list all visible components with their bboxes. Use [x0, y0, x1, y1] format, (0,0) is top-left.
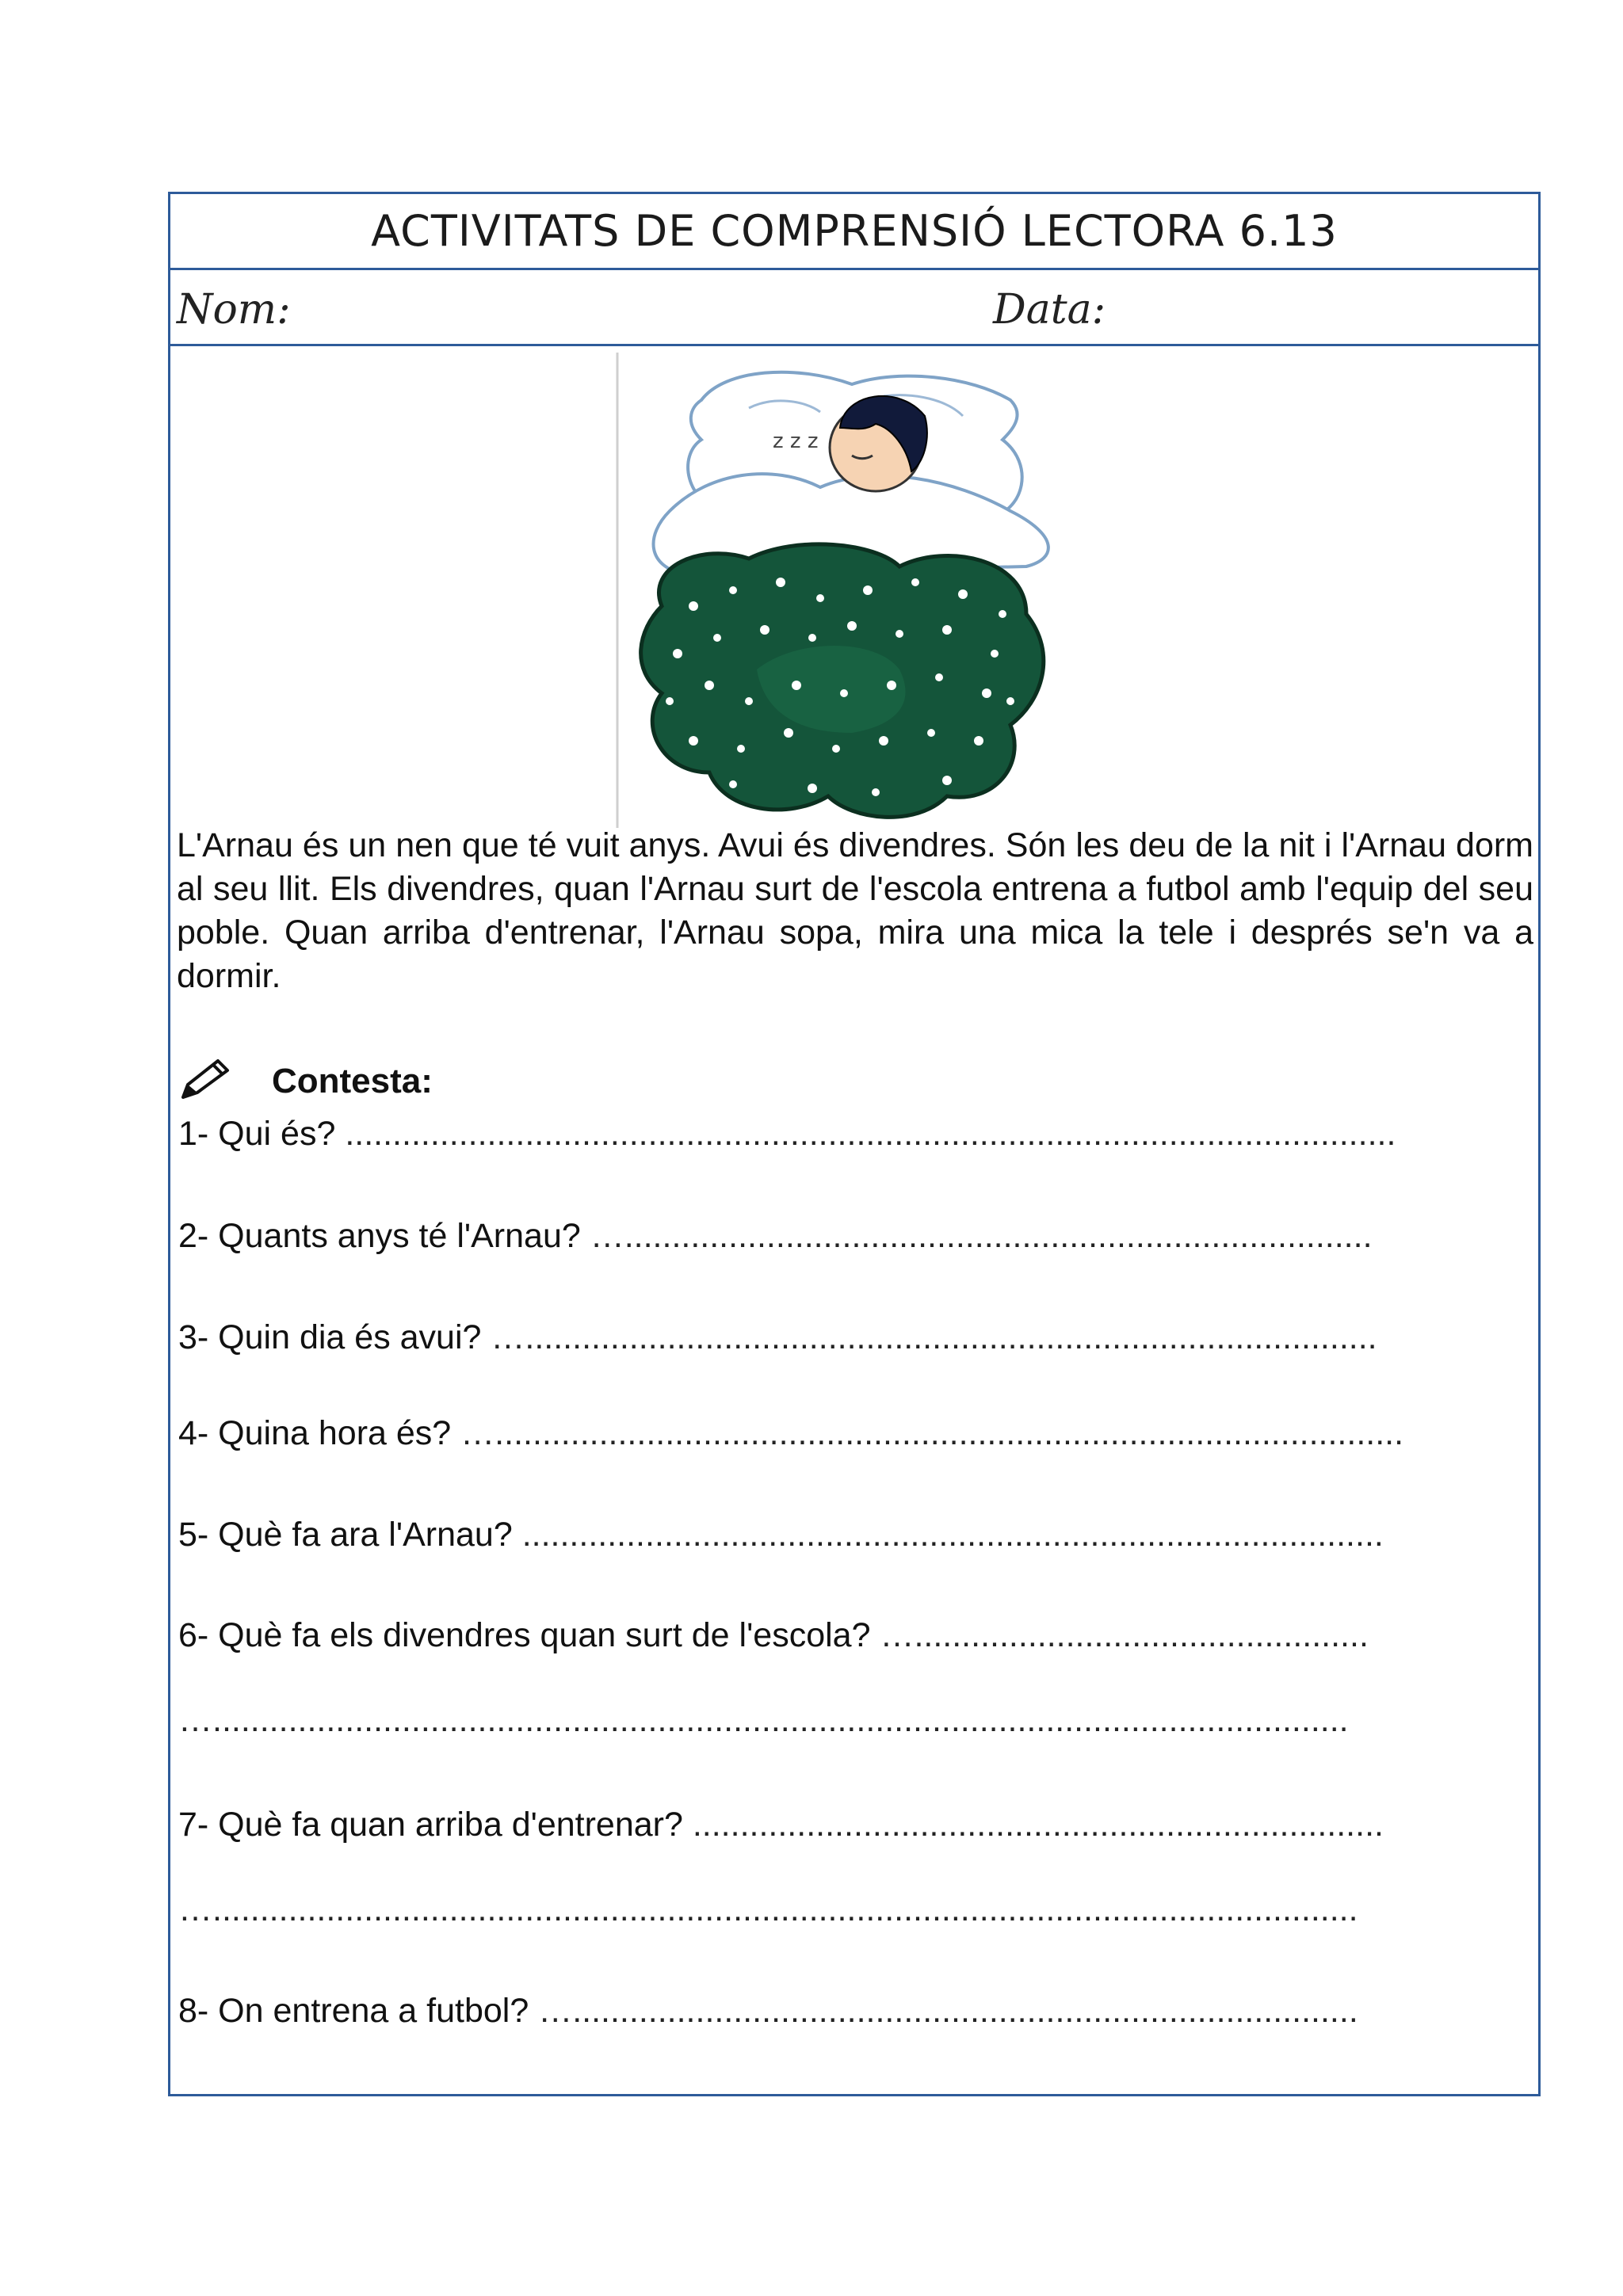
title-row — [170, 194, 1538, 270]
question-3[interactable] — [178, 1315, 1518, 1360]
question-text: 5- Què fa ara l'Arnau? — [178, 1516, 522, 1554]
question-7-continuation[interactable] — [178, 1887, 1518, 1932]
name-date-row — [170, 270, 1538, 346]
question-text: 6- Què fa els divendres quan surt de l'escola? — [178, 1616, 880, 1654]
question-text: 2- Quants anys té l'Arnau? — [178, 1217, 590, 1255]
answer-line[interactable]: ......................................................................... — [692, 1806, 1384, 1844]
question-text: 7- Què fa quan arriba d'entrenar? — [178, 1806, 693, 1844]
answer-line[interactable]: ........................................................................................... — [521, 1516, 1384, 1554]
question-6[interactable] — [178, 1613, 1518, 1657]
question-text: 8- On entrena a futbol? — [178, 1992, 539, 2030]
question-4[interactable] — [178, 1411, 1518, 1455]
contesta-label: Contesta: — [272, 1062, 433, 1100]
question-1[interactable] — [178, 1112, 1518, 1156]
question-8[interactable] — [178, 1989, 1518, 2033]
sleeping-boy-illustration — [614, 353, 1058, 828]
worksheet-title: ACTIVITATS DE COMPRENSIÓ LECTORA 6.13 — [371, 206, 1338, 256]
question-5[interactable] — [178, 1512, 1518, 1557]
answer-line[interactable]: ….......................................................................................... — [491, 1318, 1377, 1356]
answer-line[interactable]: …............................................................................... — [590, 1217, 1373, 1255]
contesta-heading — [177, 1054, 811, 1109]
worksheet-frame — [168, 192, 1541, 2096]
answer-line[interactable]: …................................................................................... — [538, 1992, 1358, 2030]
question-6-continuation[interactable] — [178, 1698, 1518, 1742]
question-7[interactable] — [178, 1802, 1518, 1847]
name-label: Nom: — [177, 286, 291, 334]
answer-line[interactable]: …................................................................................................ — [460, 1414, 1404, 1452]
zzz-text: z z z — [773, 429, 819, 453]
answer-line[interactable]: ............................................................................................................... — [345, 1115, 1396, 1153]
date-label: Data: — [993, 286, 1106, 334]
answer-line[interactable]: …......................................................................................................................... — [178, 1890, 1358, 1928]
question-text: 3- Quin dia és avui? — [178, 1318, 491, 1356]
question-2[interactable] — [178, 1214, 1518, 1258]
answer-line[interactable]: …................................................ — [880, 1616, 1369, 1654]
answer-line[interactable]: …........................................................................................................................ — [178, 1701, 1349, 1739]
pencil-icon — [177, 1056, 234, 1108]
story-paragraph: L'Arnau és un nen que té vuit anys. Avui és divendres. Són les deu de la nit i l'Arnau dorm al seu llit. Els divendres, quan l'Arnau surt de l'escola entrena a futbol amb l'equip del seu poble. Quan arriba d'entrenar, l'Arnau sopa, mira una mica la tele i després se'n va a dormir. — [177, 826, 1533, 995]
question-text: 4- Quina hora és? — [178, 1414, 461, 1452]
question-text: 1- Qui és? — [178, 1115, 346, 1153]
